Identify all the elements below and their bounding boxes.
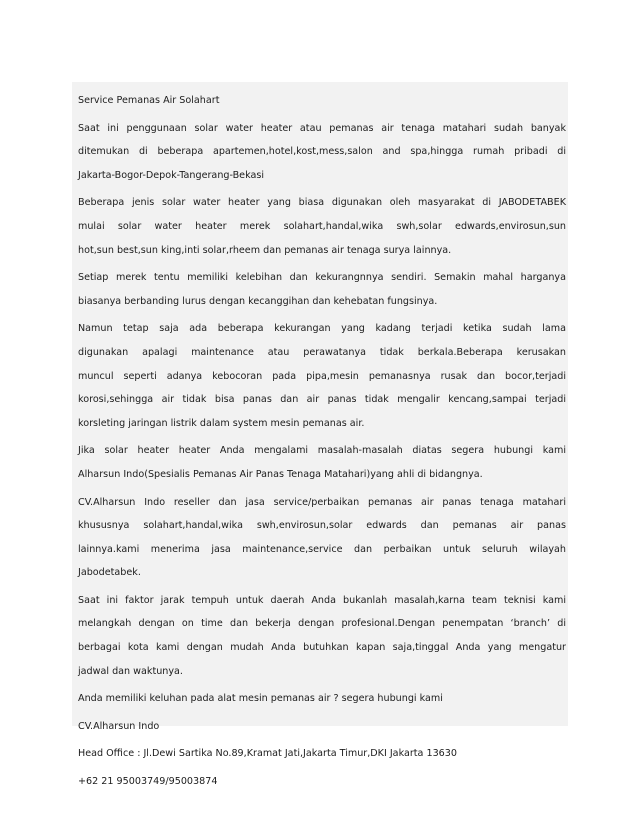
text-line: korsleting jaringan listrik dalam system mesin pemanas air.: [78, 417, 365, 429]
text-line: ditemukan di beberapa apartemen,hotel,kost,mess,salon and spa,hingga rumah pribadi di: [78, 146, 566, 158]
text-line: CV.Alharsun Indo reseller dan jasa service/perbaikan pemanas air panas tenaga matahari: [78, 496, 566, 508]
text-line: lainnya.kami menerima jasa maintenance,service dan perbaikan untuk seluruh wilayah: [78, 543, 566, 555]
paragraph: [78, 589, 566, 683]
paragraph: [78, 770, 566, 794]
text-line: digunakan apalagi maintenance atau perawatanya tidak berkala.Beberapa kerusakan: [78, 346, 566, 358]
paragraph: [78, 491, 566, 585]
text-line: mulai solar water heater merek solahart,handal,wika swh,solar edwards,envirosun,sun: [78, 220, 566, 232]
paragraph: [78, 117, 566, 188]
text-line: berbagai kota kami dengan mudah Anda butuhkan kapan saja,tinggal Anda yang mengatur: [78, 642, 566, 654]
text-line: Service Pemanas Air Solahart: [78, 95, 220, 106]
text-line: Jakarta-Bogor-Depok-Tangerang-Bekasi: [78, 169, 265, 181]
text-line: Jika solar heater heater Anda mengalami masalah-masalah diatas segera hubungi kami: [78, 445, 566, 457]
text-line: Saat ini penggunaan solar water heater atau pemanas air tenaga matahari sudah banyak: [78, 122, 566, 134]
text-line: hot,sun best,sun king,inti solar,rheem dan pemanas air tenaga surya lainnya.: [78, 244, 452, 256]
paragraph: [78, 742, 566, 766]
paragraph: [78, 439, 566, 486]
text-line: Beberapa jenis solar water heater yang biasa digunakan oleh masyarakat di JABODETABEK: [78, 197, 566, 209]
paragraph: [78, 687, 566, 711]
text-line: khususnya solahart,handal,wika swh,envirosun,solar edwards dan pemanas air panas: [78, 520, 566, 532]
paragraph: [78, 715, 566, 739]
text-line: CV.Alharsun Indo: [78, 720, 160, 732]
document-body: [78, 89, 566, 798]
text-line: Setiap merek tentu memiliki kelebihan dan kekurangnnya sendiri. Semakin mahal harganya: [78, 272, 566, 284]
document-title: [78, 89, 566, 113]
text-line: Jabodetabek.: [78, 567, 141, 579]
paragraph: [78, 266, 566, 313]
text-line: biasanya berbanding lurus dengan kecanggihan dan kehebatan fungsinya.: [78, 295, 438, 307]
text-line: Saat ini faktor jarak tempuh untuk daerah Anda bukanlah masalah,karna team teknisi kami: [78, 594, 566, 606]
text-line: Anda memiliki keluhan pada alat mesin pemanas air ? segera hubungi kami: [78, 693, 443, 705]
text-line: muncul seperti adanya kebocoran pada pipa,mesin pemanasnya rusak dan bocor,terjadi: [78, 370, 566, 382]
text-line: Alharsun Indo(Spesialis Pemanas Air Panas Tenaga Matahari)yang ahli di bidangnya.: [78, 468, 483, 480]
text-line: jadwal dan waktunya.: [78, 665, 183, 677]
paragraph: [78, 317, 566, 435]
text-line: korosi,sehingga air tidak bisa panas dan air panas tidak mengalir kencang,sampai terjadi: [78, 394, 566, 406]
text-line: Head Office : Jl.Dewi Sartika No.89,Kramat Jati,Jakarta Timur,DKI Jakarta 13630: [78, 748, 457, 760]
text-line: +62 21 95003749/95003874: [78, 776, 218, 788]
text-line: melangkah dengan on time dan bekerja dengan profesional.Dengan penempatan ‘branch’ di: [78, 618, 566, 630]
paragraph: [78, 191, 566, 262]
text-line: Namun tetap saja ada beberapa kekurangan yang kadang terjadi ketika sudah lama: [78, 323, 566, 335]
